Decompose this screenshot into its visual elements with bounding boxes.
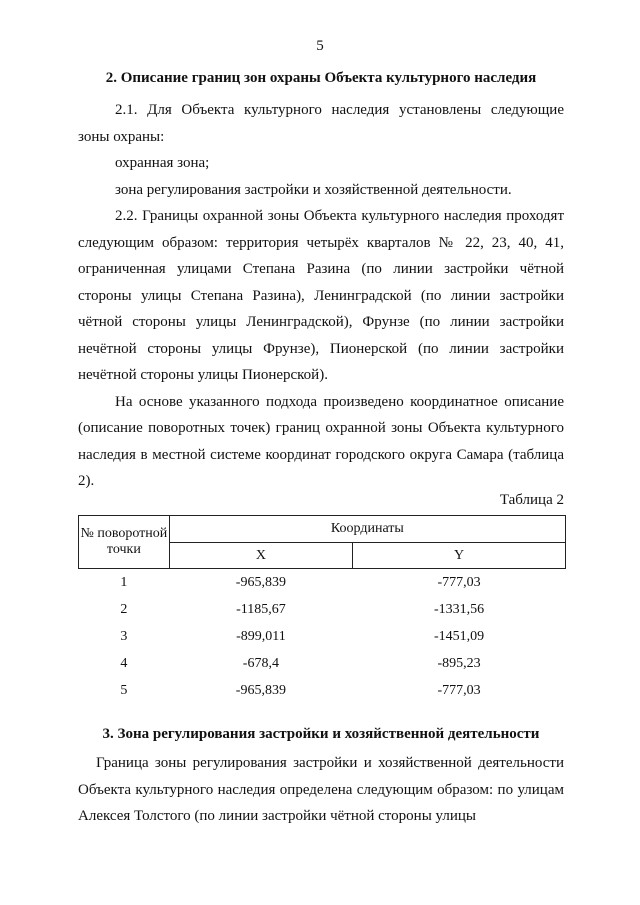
section-3-heading: 3. Зона регулирования застройки и хозяйственной деятельности	[102, 726, 540, 742]
table-row	[79, 650, 566, 677]
section-2-body	[78, 97, 564, 495]
section-2-heading: 2. Описание границ зон охраны Объекта культурного наследия	[105, 70, 537, 86]
paragraph-2-3: На основе указанного подхода произведено координатное описание (описание поворотных точек) границ охранной зоны Объекта культурного наследия в местной системе координат городского округа Самара (таблица 2).	[78, 393, 564, 489]
coordinates-table	[78, 515, 566, 704]
cell-x: -899,011	[236, 628, 286, 644]
page-number: 5	[316, 38, 324, 54]
section-3-body	[78, 750, 564, 830]
cell-point-number: 2	[120, 601, 128, 617]
header-coordinates: Координаты	[169, 516, 565, 543]
paragraph-2-1-line-2: зоны охраны:	[78, 128, 165, 145]
cell-point-number: 3	[120, 628, 128, 644]
paragraph-2-1-line-1: 2.1. Для Объекта культурного наследия установлены следующие	[115, 102, 564, 118]
table-row	[79, 596, 566, 623]
cell-point-number: 5	[120, 682, 128, 698]
cell-y: -1331,56	[433, 601, 485, 617]
header-point-number: № поворотной точки	[79, 516, 170, 569]
cell-x: -678,4	[242, 655, 279, 671]
header-x: X	[169, 543, 352, 569]
paragraph-3-1: Граница зоны регулирования застройки и хозяйственной деятельности Объекта культурного наследия определена следующим образом: по улицам Алексея Толстого (по линии застройки чётной стороны улицы	[78, 755, 564, 824]
cell-point-number: 1	[120, 574, 128, 590]
paragraph-2-2: 2.2. Границы охранной зоны Объекта культурного наследия проходят следующим образом: территория четырёх кварталов № 22, 23, 40, 41, ограниченная улицами Степана Разина (по линии застройки чётной стороны улицы Степана Разина), Ленинградской (по линии застройки чётной стороны улицы Ленинградской), Фрунзе (по линии застройки нечётной стороны улицы Фрунзе), Пионерской (по линии застройки нечётной стороны улицы Пионерской).	[78, 208, 564, 383]
cell-y: -895,23	[437, 655, 481, 671]
cell-x: -965,839	[235, 574, 286, 590]
table-row	[79, 677, 566, 704]
cell-x: -1185,67	[236, 601, 286, 617]
cell-y: -777,03	[437, 574, 481, 590]
cell-x: -965,839	[235, 682, 286, 698]
table-row	[79, 623, 566, 650]
cell-y: -1451,09	[433, 628, 485, 644]
header-y: Y	[353, 543, 566, 569]
cell-y: -777,03	[437, 682, 481, 698]
zone-item-protective: охранная зона;	[115, 155, 210, 171]
zone-item-regulation: зона регулирования застройки и хозяйственной деятельности.	[115, 181, 512, 198]
table-caption: Таблица 2	[499, 492, 564, 508]
table-row	[79, 569, 566, 597]
cell-point-number: 4	[120, 655, 128, 671]
